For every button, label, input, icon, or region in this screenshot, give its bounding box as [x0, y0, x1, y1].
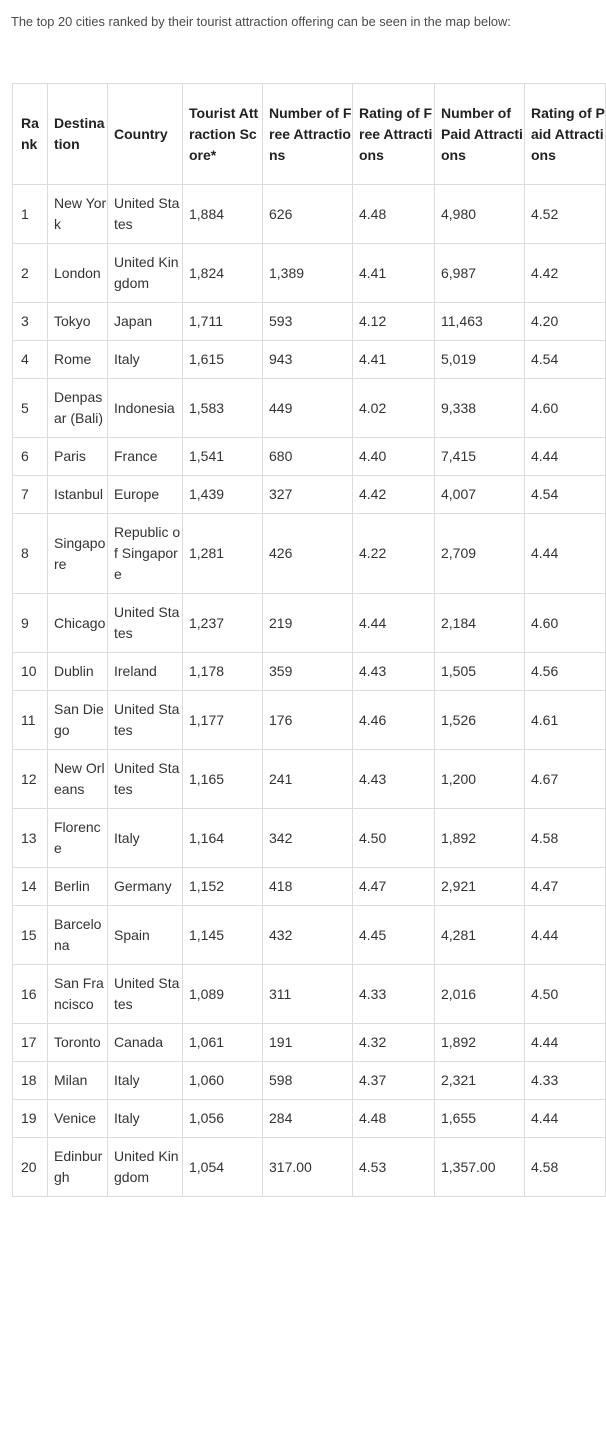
cell-paid-rating: 4.33 [525, 1062, 606, 1100]
cell-country: United States [108, 691, 183, 750]
cell-free-count: 418 [263, 868, 353, 906]
cell-free-count: 593 [263, 303, 353, 341]
cell-destination: New Orleans [48, 750, 108, 809]
cell-paid-rating: 4.60 [525, 594, 606, 653]
cell-rank: 5 [13, 379, 48, 438]
cell-country: Ireland [108, 653, 183, 691]
cell-rank: 14 [13, 868, 48, 906]
cell-free-count: 317.00 [263, 1138, 353, 1197]
header-score: Tourist Attraction Score* [183, 84, 263, 185]
cell-country: United States [108, 965, 183, 1024]
cell-destination: Milan [48, 1062, 108, 1100]
cell-country: Japan [108, 303, 183, 341]
cell-paid-count: 1,892 [435, 1024, 525, 1062]
cell-free-rating: 4.02 [353, 379, 435, 438]
cell-paid-count: 9,338 [435, 379, 525, 438]
cell-destination: New York [48, 185, 108, 244]
header-rank: Rank [13, 84, 48, 185]
cell-free-count: 680 [263, 438, 353, 476]
cell-score: 1,164 [183, 809, 263, 868]
cell-country: Indonesia [108, 379, 183, 438]
cell-rank: 3 [13, 303, 48, 341]
cell-free-count: 327 [263, 476, 353, 514]
table-body [13, 185, 606, 1197]
table-row [13, 906, 606, 965]
cell-paid-rating: 4.52 [525, 185, 606, 244]
cell-score: 1,583 [183, 379, 263, 438]
header-row [13, 84, 606, 185]
table-row [13, 244, 606, 303]
cell-country: France [108, 438, 183, 476]
cell-paid-rating: 4.50 [525, 965, 606, 1024]
cell-paid-rating: 4.56 [525, 653, 606, 691]
cell-rank: 19 [13, 1100, 48, 1138]
table-row [13, 303, 606, 341]
cell-country: Italy [108, 1062, 183, 1100]
cell-rank: 20 [13, 1138, 48, 1197]
cell-destination: Barcelona [48, 906, 108, 965]
cell-paid-rating: 4.67 [525, 750, 606, 809]
cell-rank: 13 [13, 809, 48, 868]
cell-country: Italy [108, 341, 183, 379]
cell-score: 1,165 [183, 750, 263, 809]
cell-score: 1,061 [183, 1024, 263, 1062]
cell-free-rating: 4.50 [353, 809, 435, 868]
cell-country: United Kingdom [108, 244, 183, 303]
cell-free-count: 311 [263, 965, 353, 1024]
cell-rank: 9 [13, 594, 48, 653]
table-row [13, 750, 606, 809]
cell-rank: 18 [13, 1062, 48, 1100]
table-row [13, 965, 606, 1024]
cell-score: 1,060 [183, 1062, 263, 1100]
cell-free-rating: 4.53 [353, 1138, 435, 1197]
cell-destination: San Francisco [48, 965, 108, 1024]
cell-destination: Toronto [48, 1024, 108, 1062]
table-row [13, 653, 606, 691]
cell-rank: 11 [13, 691, 48, 750]
cell-country: United Kingdom [108, 1138, 183, 1197]
cell-free-rating: 4.48 [353, 185, 435, 244]
cell-country: United States [108, 594, 183, 653]
cell-paid-count: 11,463 [435, 303, 525, 341]
cell-paid-rating: 4.44 [525, 438, 606, 476]
cell-paid-rating: 4.47 [525, 868, 606, 906]
cell-free-rating: 4.47 [353, 868, 435, 906]
cell-rank: 1 [13, 185, 48, 244]
cell-free-count: 426 [263, 514, 353, 594]
cell-score: 1,152 [183, 868, 263, 906]
table-row [13, 1062, 606, 1100]
cell-destination: Edinburgh [48, 1138, 108, 1197]
cell-rank: 15 [13, 906, 48, 965]
table-row [13, 868, 606, 906]
cell-free-rating: 4.33 [353, 965, 435, 1024]
cell-score: 1,089 [183, 965, 263, 1024]
cell-rank: 12 [13, 750, 48, 809]
cell-free-count: 1,389 [263, 244, 353, 303]
cell-paid-rating: 4.42 [525, 244, 606, 303]
cell-rank: 4 [13, 341, 48, 379]
cell-destination: London [48, 244, 108, 303]
cell-paid-count: 1,655 [435, 1100, 525, 1138]
cell-score: 1,237 [183, 594, 263, 653]
cell-score: 1,824 [183, 244, 263, 303]
intro-text: The top 20 cities ranked by their tourist attraction offering can be seen in the map below: [11, 14, 511, 29]
cell-score: 1,177 [183, 691, 263, 750]
cell-free-count: 359 [263, 653, 353, 691]
cell-score: 1,056 [183, 1100, 263, 1138]
cell-free-count: 284 [263, 1100, 353, 1138]
cell-free-count: 176 [263, 691, 353, 750]
cell-paid-rating: 4.58 [525, 1138, 606, 1197]
cell-country: Germany [108, 868, 183, 906]
cell-free-count: 241 [263, 750, 353, 809]
cell-paid-count: 6,987 [435, 244, 525, 303]
cell-country: United States [108, 185, 183, 244]
table-row [13, 809, 606, 868]
cell-country: United States [108, 750, 183, 809]
cell-paid-count: 2,016 [435, 965, 525, 1024]
cell-paid-count: 2,321 [435, 1062, 525, 1100]
table-row [13, 379, 606, 438]
cell-score: 1,178 [183, 653, 263, 691]
cell-destination: San Diego [48, 691, 108, 750]
cell-rank: 7 [13, 476, 48, 514]
header-destination: Destination [48, 84, 108, 185]
cell-destination: Dublin [48, 653, 108, 691]
cell-paid-count: 1,357.00 [435, 1138, 525, 1197]
cell-score: 1,281 [183, 514, 263, 594]
cell-paid-count: 1,892 [435, 809, 525, 868]
cell-free-count: 219 [263, 594, 353, 653]
header-country: Country [108, 84, 183, 185]
cell-country: Spain [108, 906, 183, 965]
cell-free-rating: 4.41 [353, 244, 435, 303]
cell-destination: Venice [48, 1100, 108, 1138]
table-row [13, 514, 606, 594]
cell-score: 1,615 [183, 341, 263, 379]
cell-score: 1,054 [183, 1138, 263, 1197]
cell-paid-count: 2,709 [435, 514, 525, 594]
cell-score: 1,711 [183, 303, 263, 341]
cell-destination: Istanbul [48, 476, 108, 514]
cell-free-count: 342 [263, 809, 353, 868]
cell-free-rating: 4.12 [353, 303, 435, 341]
cell-free-rating: 4.41 [353, 341, 435, 379]
cell-free-count: 191 [263, 1024, 353, 1062]
cell-paid-rating: 4.44 [525, 906, 606, 965]
cell-country: Italy [108, 1100, 183, 1138]
cell-paid-count: 2,921 [435, 868, 525, 906]
cell-country: Canada [108, 1024, 183, 1062]
cell-paid-rating: 4.44 [525, 1024, 606, 1062]
cell-destination: Chicago [48, 594, 108, 653]
cell-free-rating: 4.48 [353, 1100, 435, 1138]
cell-free-rating: 4.44 [353, 594, 435, 653]
cell-free-count: 943 [263, 341, 353, 379]
cell-rank: 17 [13, 1024, 48, 1062]
cell-rank: 10 [13, 653, 48, 691]
cell-paid-count: 1,526 [435, 691, 525, 750]
cell-rank: 8 [13, 514, 48, 594]
cell-paid-rating: 4.44 [525, 1100, 606, 1138]
cell-destination: Singapore [48, 514, 108, 594]
header-paid-count: Number of Paid Attractions [435, 84, 525, 185]
cell-destination: Florence [48, 809, 108, 868]
cell-paid-rating: 4.20 [525, 303, 606, 341]
table-row [13, 438, 606, 476]
cell-free-rating: 4.22 [353, 514, 435, 594]
cell-country: Italy [108, 809, 183, 868]
cell-score: 1,541 [183, 438, 263, 476]
cell-paid-count: 1,200 [435, 750, 525, 809]
table-row [13, 1138, 606, 1197]
cell-free-count: 598 [263, 1062, 353, 1100]
table-row [13, 691, 606, 750]
cell-score: 1,884 [183, 185, 263, 244]
cell-rank: 2 [13, 244, 48, 303]
cell-paid-rating: 4.60 [525, 379, 606, 438]
table-row [13, 1024, 606, 1062]
cell-rank: 6 [13, 438, 48, 476]
cell-score: 1,439 [183, 476, 263, 514]
cell-paid-count: 5,019 [435, 341, 525, 379]
cell-paid-count: 7,415 [435, 438, 525, 476]
cell-paid-rating: 4.54 [525, 341, 606, 379]
cell-free-rating: 4.43 [353, 653, 435, 691]
table-row [13, 594, 606, 653]
header-paid-rating: Rating of Paid Attractions [525, 84, 606, 185]
header-free-count: Number of Free Attractions [263, 84, 353, 185]
cell-free-rating: 4.37 [353, 1062, 435, 1100]
cell-free-count: 449 [263, 379, 353, 438]
header-free-rating: Rating of Free Attractions [353, 84, 435, 185]
cell-destination: Rome [48, 341, 108, 379]
cell-paid-count: 2,184 [435, 594, 525, 653]
cell-paid-count: 4,281 [435, 906, 525, 965]
cell-paid-rating: 4.54 [525, 476, 606, 514]
cell-destination: Denpasar (Bali) [48, 379, 108, 438]
cell-free-rating: 4.40 [353, 438, 435, 476]
cell-country: Europe [108, 476, 183, 514]
cell-free-rating: 4.43 [353, 750, 435, 809]
cell-destination: Tokyo [48, 303, 108, 341]
cell-free-rating: 4.32 [353, 1024, 435, 1062]
cell-paid-rating: 4.58 [525, 809, 606, 868]
table-row [13, 185, 606, 244]
table-row [13, 341, 606, 379]
cell-free-rating: 4.46 [353, 691, 435, 750]
cell-free-count: 432 [263, 906, 353, 965]
cell-score: 1,145 [183, 906, 263, 965]
cell-rank: 16 [13, 965, 48, 1024]
cell-free-rating: 4.42 [353, 476, 435, 514]
cell-paid-rating: 4.44 [525, 514, 606, 594]
cell-paid-rating: 4.61 [525, 691, 606, 750]
cell-free-count: 626 [263, 185, 353, 244]
cell-destination: Berlin [48, 868, 108, 906]
cell-paid-count: 4,980 [435, 185, 525, 244]
ranking-table [12, 83, 606, 1197]
cell-country: Republic of Singapore [108, 514, 183, 594]
table-row [13, 1100, 606, 1138]
cell-free-rating: 4.45 [353, 906, 435, 965]
cell-paid-count: 4,007 [435, 476, 525, 514]
cell-destination: Paris [48, 438, 108, 476]
table-row [13, 476, 606, 514]
cell-paid-count: 1,505 [435, 653, 525, 691]
